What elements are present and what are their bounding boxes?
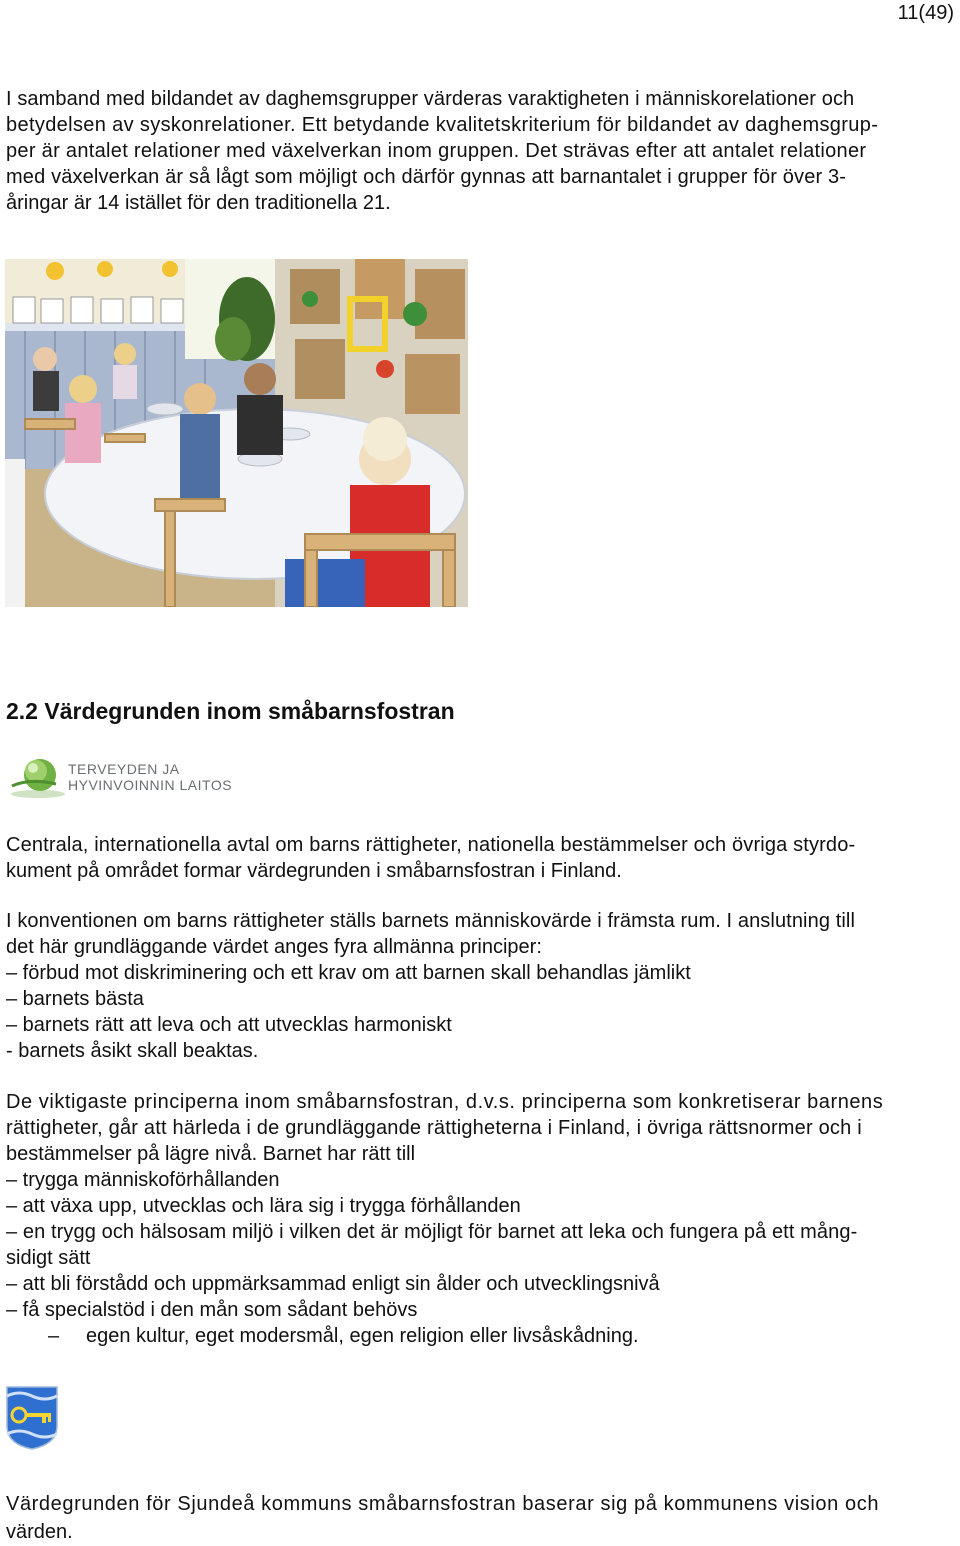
list-item-continuation: sidigt sätt	[6, 1247, 91, 1269]
thl-logo	[10, 756, 240, 798]
coat-of-arms-icon	[6, 1386, 58, 1450]
coat-of-arms	[6, 1386, 58, 1450]
list-item: - barnets åsikt skall beaktas.	[6, 1040, 259, 1062]
intro-paragraph	[6, 86, 956, 216]
list-item: – förbud mot diskriminering och ett krav om att barnen skall behandlas jämlikt	[6, 962, 691, 984]
text-line: kument på området formar värdegrunden i småbarnsfostran i Finland.	[6, 860, 622, 882]
section-heading: 2.2 Värdegrunden inom småbarnsfostran	[6, 698, 455, 724]
list-item: – en trygg och hälsosam miljö i vilken det är möjligt för barnet att leka och fungera på ett mång-	[6, 1221, 858, 1243]
sub-list-item	[6, 1323, 956, 1349]
sub-list-dash: –	[48, 1325, 60, 1347]
paragraph-sjundea	[6, 1490, 956, 1546]
list-item: – få specialstöd i den mån som sådant behövs	[6, 1299, 418, 1321]
list-item: – barnets rätt att leva och att utvecklas harmoniskt	[6, 1014, 452, 1036]
text-line: bestämmelser på lägre nivå. Barnet har rätt till	[6, 1143, 416, 1165]
paragraph-principles	[6, 1089, 956, 1349]
list-item: – att växa upp, utvecklas och lära sig i trygga förhållanden	[6, 1195, 521, 1217]
text-line: I samband med bildandet av daghemsgrupper värderas varaktigheten i människorelationer och	[6, 88, 855, 110]
text-line: med växelverkan är så lågt som möjligt och därför gynnas att barnantalet i grupper för över 3-	[6, 166, 847, 188]
thl-logo-line-1: TERVEYDEN JA	[68, 761, 180, 777]
thl-logo-icon	[10, 756, 66, 798]
sub-list-text: egen kultur, eget modersmål, egen religion eller livsåskådning.	[86, 1325, 639, 1347]
paragraph-convention	[6, 908, 956, 1064]
text-line: De viktigaste principerna inom småbarnsfostran, d.v.s. principerna som konkretiserar barnens	[6, 1091, 884, 1113]
text-line: Centrala, internationella avtal om barns rättigheter, nationella bestämmelser och övriga styrdo-	[6, 834, 856, 856]
text-line: betydelsen av syskonrelationer. Ett betydande kvalitetskriterium för bildandet av daghemsgrup-	[6, 114, 879, 136]
text-line: åringar är 14 istället för den traditionella 21.	[6, 192, 391, 214]
paragraph-legal-basis	[6, 832, 956, 884]
text-line: per är antalet relationer med växelverkan inom gruppen. Det strävas efter att antalet relationer	[6, 140, 867, 162]
list-item: – barnets bästa	[6, 988, 144, 1010]
classroom-photo	[5, 259, 468, 607]
text-line: värden.	[6, 1521, 73, 1543]
thl-logo-line-2: HYVINVOINNIN LAITOS	[68, 777, 233, 793]
text-line: I konventionen om barns rättigheter ställs barnets människovärde i främsta rum. I anslutning till	[6, 910, 855, 932]
page-number: 11(49)	[897, 2, 954, 24]
text-line: Värdegrunden för Sjundeå kommuns småbarnsfostran baserar sig på kommunens vision och	[6, 1493, 880, 1515]
list-item: – trygga människoförhållanden	[6, 1169, 280, 1191]
text-line: rättigheter, går att härleda i de grundläggande rättigheterna i Finland, i övriga rättsnormer och i	[6, 1117, 862, 1139]
text-line: det här grundläggande värdet anges fyra allmänna principer:	[6, 936, 542, 958]
list-item: – att bli förstådd och uppmärksammad enligt sin ålder och utvecklingsnivå	[6, 1273, 660, 1295]
classroom-photo-illustration	[5, 259, 468, 607]
